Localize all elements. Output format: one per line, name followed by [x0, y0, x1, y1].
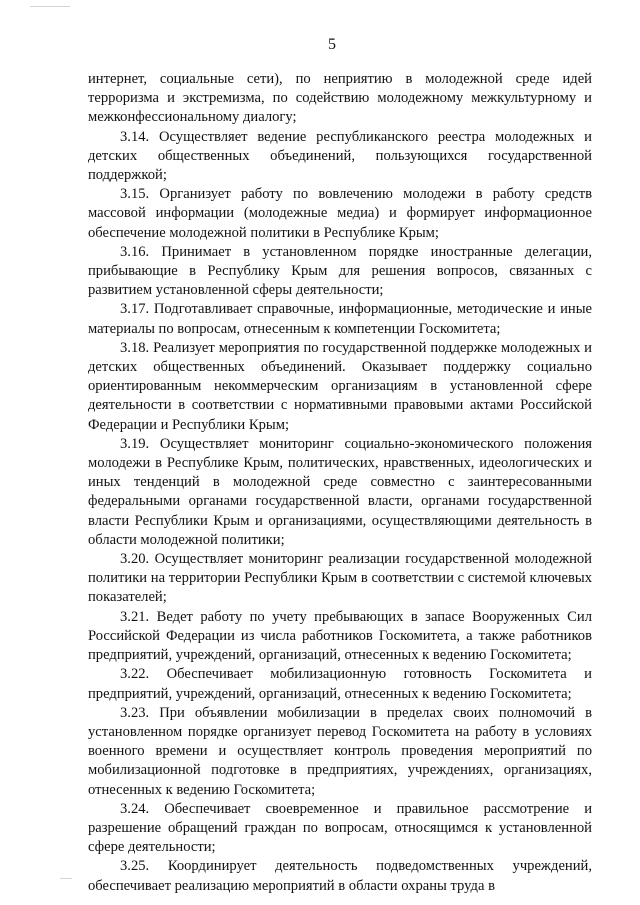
paragraph-3-24: 3.24. Обеспечивает своевременное и правильное рассмотрение и разрешение обращений граждан по вопросам, относящимся к установленной сфере деятельности;: [88, 800, 592, 856]
page-number: 5: [328, 36, 336, 53]
paragraph-3-16: 3.16. Принимает в установленном порядке иностранные делегации, прибывающие в Республику Крым для решения вопросов, связанных с развитием установленной сферы деятельности;: [88, 243, 592, 299]
paragraph-3-17: 3.17. Подготавливает справочные, информационные, методические и иные материалы по вопросам, отнесенным к компетенции Госкомитета;: [88, 301, 592, 337]
paragraph-3-20: 3.20. Осуществляет мониторинг реализации государственной молодежной политики на территории Республики Крым в соответствии с системой ключевых показателей;: [88, 551, 592, 606]
paragraph-3-21: 3.21. Ведет работу по учету пребывающих в запасе Вооруженных Сил Российской Федерации из числа работников Госкомитета, а также работников предприятий, учреждений, организаций, отнесенных к ведению Госкомитета;: [88, 608, 592, 664]
paragraph-3-14: 3.14. Осуществляет ведение республиканского реестра молодежных и детских общественных объединений, пользующихся государственной поддержкой;: [88, 128, 592, 184]
paragraph-3-22: 3.22. Обеспечивает мобилизационную готовность Госкомитета и предприятий, учреждений, организаций, отнесенных к ведению Госкомитета;: [88, 666, 592, 702]
scan-artifact-left: [60, 878, 72, 879]
paragraph-3-23: 3.23. При объявлении мобилизации в пределах своих полномочий в установленном порядке организует перевод Госкомитета на работу в условиях военного времени и осуществляет контроль проведения мероприятий по мобилизационной подготовке в предприятиях, учреждениях, организациях, отнесенных к ведению Госкомитета;: [88, 704, 592, 798]
paragraph-3-19: 3.19. Осуществляет мониторинг социально-экономического положения молодежи в Республике Крым, политических, нравственных, идеологических и иных тенденций в молодежной среде совместно с заинтересованными федеральными органами государственной власти, органами государственной власти Республики Крым и организациями, осуществляющими деятельность в области молодежной политики;: [88, 435, 592, 548]
paragraph-3-15: 3.15. Организует работу по вовлечению молодежи в работу средств массовой информации (молодежные медиа) и формирует информационное обеспечение молодежной политики в Республике Крым;: [88, 186, 592, 241]
paragraph-continuation: интернет, социальные сети), по неприятию в молодежной среде идей терроризма и экстремизма, по содействию молодежному межкультурному и межконфессиональному диалогу;: [88, 71, 592, 126]
paragraph-3-25: 3.25. Координирует деятельность подведомственных учреждений, обеспечивает реализацию мероприятий в области охраны труда в: [88, 858, 592, 894]
paragraph-3-18: 3.18. Реализует мероприятия по государственной поддержке молодежных и детских общественных объединений. Оказывает поддержку социально ориентированным некоммерческим организациям в установленной сфере деятельности в соответствии с нормативными правовыми актами Российской Федерации и Республики Крым;: [88, 339, 592, 433]
scan-artifact-top: [30, 6, 70, 7]
document-body: [88, 70, 592, 896]
